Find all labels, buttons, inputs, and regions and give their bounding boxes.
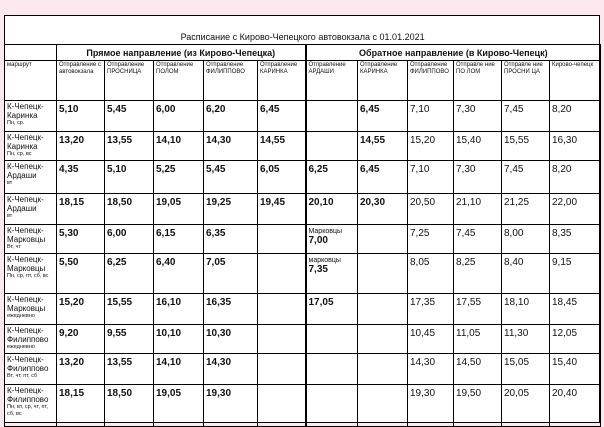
table-row bbox=[5, 354, 601, 385]
forward-time: 19,30 bbox=[204, 385, 258, 427]
forward-time: 18,50 bbox=[105, 385, 154, 427]
route-name: К-Чепецк-Ардаши bbox=[7, 195, 44, 213]
route-cell bbox=[5, 385, 57, 427]
route-cell bbox=[5, 294, 57, 325]
backward-time: 19,30 bbox=[408, 385, 454, 427]
header-col: Отправление КАРИНКА bbox=[258, 61, 306, 101]
forward-time bbox=[258, 354, 306, 385]
ardashi-time: 17,05 bbox=[306, 294, 358, 325]
forward-time bbox=[258, 385, 306, 427]
page-title: Расписание с Кирово-Чепецкого автовокзала с 01.01.2021 bbox=[5, 15, 601, 45]
route-cell bbox=[5, 254, 57, 294]
backward-time: 8,20 bbox=[550, 161, 601, 194]
header-col: Отправление ПРОСНИЦА bbox=[105, 61, 154, 101]
backward-time: 14,30 bbox=[408, 354, 454, 385]
route-name: К-Чепецк-Ардаши bbox=[7, 162, 44, 180]
forward-time bbox=[258, 294, 306, 325]
table-row bbox=[5, 325, 601, 354]
header-col: Кирово-чепецк bbox=[550, 61, 601, 101]
backward-time bbox=[358, 354, 408, 385]
route-days: Пн, ср. bbox=[7, 120, 25, 126]
forward-time: 18,15 bbox=[57, 385, 105, 427]
route-days: Вт, чт bbox=[7, 244, 21, 250]
backward-time: 8,20 bbox=[550, 101, 601, 132]
backward-time: 8,00 bbox=[502, 225, 550, 254]
backward-time: 10,45 bbox=[408, 325, 454, 354]
forward-time: 9,55 bbox=[105, 325, 154, 354]
ardashi-time: 7,00 bbox=[308, 235, 328, 246]
forward-time: 14,30 bbox=[204, 132, 258, 161]
backward-time: 20,30 bbox=[358, 194, 408, 225]
backward-time: 7,30 bbox=[454, 101, 502, 132]
backward-time: 15,20 bbox=[408, 132, 454, 161]
backward-time bbox=[358, 225, 408, 254]
backward-time: 11,05 bbox=[454, 325, 502, 354]
route-cell bbox=[5, 325, 57, 354]
backward-time: 15,55 bbox=[502, 132, 550, 161]
backward-time: 16,30 bbox=[550, 132, 601, 161]
backward-time: 7,45 bbox=[502, 101, 550, 132]
route-cell bbox=[5, 194, 57, 225]
backward-time: 22,00 bbox=[550, 194, 601, 225]
forward-time: 6,15 bbox=[154, 225, 204, 254]
header-col: Отправле ние ПРОСНИ ЦА bbox=[502, 61, 550, 101]
forward-time bbox=[258, 254, 306, 294]
ardashi-time bbox=[306, 132, 358, 161]
backward-time: 15,05 bbox=[502, 354, 550, 385]
ardashi-time bbox=[306, 385, 358, 427]
backward-time: 7,45 bbox=[502, 161, 550, 194]
forward-time: 9,20 bbox=[57, 325, 105, 354]
header-col: Отправление ФИЛИППОВО bbox=[204, 61, 258, 101]
forward-time: 6,35 bbox=[204, 225, 258, 254]
backward-time: 14,55 bbox=[358, 132, 408, 161]
route-cell bbox=[5, 225, 57, 254]
route-cell bbox=[5, 132, 57, 161]
route-name: К-Чепецк-Марковцы bbox=[7, 255, 46, 273]
backward-time: 7,30 bbox=[454, 161, 502, 194]
forward-time: 14,10 bbox=[154, 132, 204, 161]
route-days: Пн, вт, ср, чт, пт, сб, вс bbox=[7, 404, 48, 417]
backward-time bbox=[358, 294, 408, 325]
forward-time: 15,55 bbox=[105, 294, 154, 325]
forward-time: 10,30 bbox=[204, 325, 258, 354]
backward-time bbox=[358, 254, 408, 294]
forward-time: 5,25 bbox=[154, 161, 204, 194]
forward-time: 5,10 bbox=[105, 161, 154, 194]
backward-time: 12,05 bbox=[550, 325, 601, 354]
route-days: Пн, ср, пт, сб, вс bbox=[7, 273, 49, 279]
column-headers bbox=[5, 61, 601, 101]
backward-time: 21,25 bbox=[502, 194, 550, 225]
backward-time: 8,40 bbox=[502, 254, 550, 294]
table-row bbox=[5, 132, 601, 161]
forward-time: 13,20 bbox=[57, 354, 105, 385]
backward-time: 7,10 bbox=[408, 161, 454, 194]
forward-time: 18,15 bbox=[57, 194, 105, 225]
route-days: ежедневно bbox=[7, 344, 35, 350]
route-days: Пн, ср, вс bbox=[7, 151, 32, 157]
route-name: К-Чепецк-Каринка bbox=[7, 133, 44, 151]
table-row bbox=[5, 385, 601, 427]
route-days: вт bbox=[7, 180, 13, 186]
ardashi-time: 7,35 bbox=[308, 264, 328, 275]
forward-time: 16,35 bbox=[204, 294, 258, 325]
table-row bbox=[5, 294, 601, 325]
backward-time: 7,25 bbox=[408, 225, 454, 254]
forward-time: 5,50 bbox=[57, 254, 105, 294]
ardashi-time bbox=[306, 101, 358, 132]
route-name: К-Чепецк-Марковцы bbox=[7, 295, 46, 313]
header-col: Отправление КАРИНКА bbox=[358, 61, 408, 101]
route-cell bbox=[5, 161, 57, 194]
route-name: К-Чепецк-Филиппово bbox=[7, 386, 49, 404]
forward-time: 14,30 bbox=[204, 354, 258, 385]
table-row bbox=[5, 161, 601, 194]
route-name: К-Чепецк-Марковцы bbox=[7, 226, 46, 244]
ardashi-time: 20,10 bbox=[306, 194, 358, 225]
table-row bbox=[5, 194, 601, 225]
stop-label: Марковцы bbox=[308, 228, 342, 235]
forward-time: 13,55 bbox=[105, 354, 154, 385]
forward-time: 19,45 bbox=[258, 194, 306, 225]
forward-time bbox=[258, 225, 306, 254]
backward-time: 15,40 bbox=[454, 132, 502, 161]
backward-time: 21,10 bbox=[454, 194, 502, 225]
backward-time: 15,40 bbox=[550, 354, 601, 385]
route-cell bbox=[5, 354, 57, 385]
forward-time: 7,05 bbox=[204, 254, 258, 294]
forward-time: 19,05 bbox=[154, 385, 204, 427]
backward-time: 6,45 bbox=[358, 161, 408, 194]
forward-time: 6,45 bbox=[258, 101, 306, 132]
backward-time: 17,35 bbox=[408, 294, 454, 325]
table-row bbox=[5, 225, 601, 254]
forward-time: 19,25 bbox=[204, 194, 258, 225]
backward-time: 9,15 bbox=[550, 254, 601, 294]
forward-time: 6,00 bbox=[105, 225, 154, 254]
route-name: К-Чепецк-Филиппово bbox=[7, 355, 49, 373]
backward-time: 19,50 bbox=[454, 385, 502, 427]
route-days: Вт, чт, пт, сб bbox=[7, 373, 38, 379]
forward-time: 6,00 bbox=[154, 101, 204, 132]
forward-time: 6,20 bbox=[204, 101, 258, 132]
backward-time: 14,50 bbox=[454, 354, 502, 385]
route-name: К-Чепецк-Каринка bbox=[7, 102, 44, 120]
forward-time: 5,45 bbox=[204, 161, 258, 194]
forward-time: 5,30 bbox=[57, 225, 105, 254]
backward-direction-heading: Обратное направление (в Кирово-Чепецк) bbox=[306, 45, 601, 61]
forward-time: 16,10 bbox=[154, 294, 204, 325]
forward-time: 13,20 bbox=[57, 132, 105, 161]
route-name: К-Чепецк-Филиппово bbox=[7, 326, 49, 344]
forward-time: 4,35 bbox=[57, 161, 105, 194]
backward-time: 11,30 bbox=[502, 325, 550, 354]
ardashi-time-cell bbox=[306, 225, 358, 254]
backward-time: 8,05 bbox=[408, 254, 454, 294]
forward-time: 6,05 bbox=[258, 161, 306, 194]
backward-time: 8,35 bbox=[550, 225, 601, 254]
backward-time: 20,05 bbox=[502, 385, 550, 427]
header-col: Отправление ФИЛИППОВО bbox=[408, 61, 454, 101]
header-col: Отправле ние ПО ЛОМ bbox=[454, 61, 502, 101]
header-col: Отправление ПОЛОМ bbox=[154, 61, 204, 101]
stop-label: марковцы bbox=[308, 257, 341, 264]
ardashi-time bbox=[306, 354, 358, 385]
backward-time: 20,40 bbox=[550, 385, 601, 427]
header-route: маршрут bbox=[5, 61, 57, 101]
forward-time: 15,20 bbox=[57, 294, 105, 325]
backward-time: 17,55 bbox=[454, 294, 502, 325]
forward-time: 14,55 bbox=[258, 132, 306, 161]
table-row bbox=[5, 254, 601, 294]
forward-time: 19,05 bbox=[154, 194, 204, 225]
header-col: Отправление с автовокзала bbox=[57, 61, 105, 101]
schedule-table bbox=[4, 15, 601, 427]
backward-time: 20,50 bbox=[408, 194, 454, 225]
ardashi-time: 6,25 bbox=[306, 161, 358, 194]
header-col: Отправление АРДАШИ bbox=[306, 61, 358, 101]
backward-time: 18,10 bbox=[502, 294, 550, 325]
forward-time: 5,10 bbox=[57, 101, 105, 132]
backward-time: 8,25 bbox=[454, 254, 502, 294]
route-days: вт bbox=[7, 213, 13, 219]
forward-time: 13,55 bbox=[105, 132, 154, 161]
forward-time bbox=[258, 325, 306, 354]
backward-time: 6,45 bbox=[358, 101, 408, 132]
backward-time: 7,10 bbox=[408, 101, 454, 132]
forward-time: 6,40 bbox=[154, 254, 204, 294]
route-days: ежедневно bbox=[7, 313, 35, 319]
table-row bbox=[5, 101, 601, 132]
backward-time: 18,45 bbox=[550, 294, 601, 325]
route-cell bbox=[5, 101, 57, 132]
forward-time: 18,50 bbox=[105, 194, 154, 225]
ardashi-time-cell bbox=[306, 254, 358, 294]
forward-time: 6,25 bbox=[105, 254, 154, 294]
backward-time bbox=[358, 325, 408, 354]
backward-time: 7,45 bbox=[454, 225, 502, 254]
forward-direction-heading: Прямое направление (из Кирово-Чепецка) bbox=[57, 45, 306, 61]
forward-time: 14,10 bbox=[154, 354, 204, 385]
ardashi-time bbox=[306, 325, 358, 354]
forward-time: 5,45 bbox=[105, 101, 154, 132]
forward-time: 10,10 bbox=[154, 325, 204, 354]
backward-time bbox=[358, 385, 408, 427]
